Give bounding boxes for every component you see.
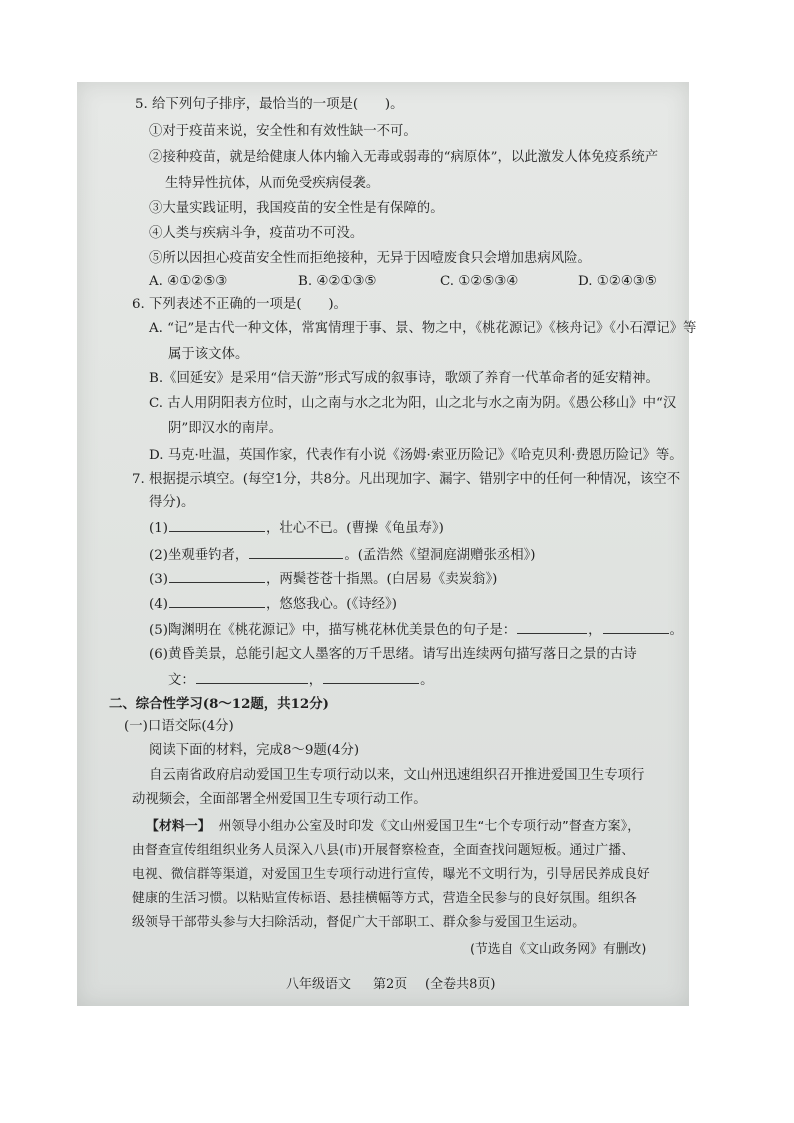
q6-option-c-line1: C. 古人用阴阳表方位时，山之南与水之北为阳，山之北与水之南为阴。《愚公移山》中“汉 xyxy=(149,396,677,411)
q5-sentence-3: ③大量实践证明，我国疫苗的安全性是有保障的。 xyxy=(149,201,444,216)
q7-item-3: (3) ，两鬓苍苍十指黑。(白居易《卖炭翁》) xyxy=(149,572,498,587)
material-1-line1: 【材料一】 州领导小组办公室及时印发《文山州爱国卫生“七个专项行动”督查方案》， xyxy=(146,819,641,834)
material-1-line3: 电视、微信群等渠道，对爱国卫生专项行动进行宣传，曝光不文明行为，引导居民养成良好 xyxy=(132,867,650,882)
q7-item-6-line1: (6)黄昏美景，总能引起文人墨客的万千思绪。请写出连续两句描写落日之景的古诗 xyxy=(149,647,637,662)
answer-blank[interactable] xyxy=(323,671,419,684)
answer-blank[interactable] xyxy=(169,519,265,532)
answer-blank[interactable] xyxy=(517,621,587,634)
subsection-heading: (一)口语交际(4分) xyxy=(124,719,234,734)
q6-option-c-line2: 阴”即汉水的南岸。 xyxy=(168,421,282,436)
q6-stem: 6. 下列表述不正确的一项是( )。 xyxy=(132,297,347,312)
section-heading: 二、综合性学习(8～12题，共12分) xyxy=(109,696,329,712)
q5-stem: 5. 给下列句子排序，最恰当的一项是( )。 xyxy=(135,97,404,112)
answer-blank[interactable] xyxy=(169,570,265,583)
q6-option-b: B.《回延安》是采用“信天游”形式写成的叙事诗，歌颂了养育一代革命者的延安精神。 xyxy=(149,371,659,386)
material-source: (节选自《文山政务网》有删改) xyxy=(470,942,647,957)
intro-paragraph-line2: 动视频会，全面部署全州爱国卫生专项行动工作。 xyxy=(132,792,427,807)
q5-option-c: C. ①②⑤③④ xyxy=(440,274,519,289)
intro-paragraph-line1: 自云南省政府启动爱国卫生专项行动以来，文山州迅速组织召开推进爱国卫生专项行 xyxy=(149,768,645,783)
q5-sentence-2a: ②接种疫苗，就是给健康人体内输入无毒或弱毒的“病原体”，以此激发人体免疫系统产 xyxy=(149,150,659,165)
reading-instruction: 阅读下面的材料，完成8～9题(4分) xyxy=(149,743,360,758)
q7-item-5: (5)陶渊明在《桃花源记》中，描写桃花林优美景色的句子是： ， 。 xyxy=(149,623,683,638)
material-1-line2: 由督查宣传组组织业务人员深入八县(市)开展督察检查，全面查找问题短板。通过广播、 xyxy=(132,843,635,858)
q5-option-a: A. ④①②⑤③ xyxy=(149,274,228,289)
material-1-line5: 级领导干部带头参与大扫除活动，督促广大干部职工、群众参与爱国卫生运动。 xyxy=(132,915,586,930)
q5-option-b: B. ④②①③⑤ xyxy=(298,274,377,289)
q7-stem-line1: 7. 根据提示填空。(每空1分，共8分。凡出现加字、漏字、错别字中的任何一种情况，该空不 xyxy=(132,472,681,487)
q5-sentence-5: ⑤所以因担心疫苗安全性而拒绝接种，无异于因噎废食只会增加患病风险。 xyxy=(149,251,591,266)
q7-stem-line2: 得分)。 xyxy=(149,495,195,510)
q5-option-d: D. ①②④③⑤ xyxy=(578,274,657,289)
q7-item-2: (2)坐观垂钓者， 。(孟浩然《望洞庭湖赠张丞相》) xyxy=(149,548,536,563)
answer-blank[interactable] xyxy=(603,621,669,634)
q6-option-a-line1: A. “记”是古代一种文体，常寓情理于事、景、物之中，《桃花源记》《核舟记》《小石潭记》等 xyxy=(149,321,697,336)
footer-total-pages: (全卷共8页) xyxy=(425,977,496,992)
footer-page-number: 第2页 xyxy=(373,977,408,992)
material-1-line4: 健康的生活习惯。以粘贴宣传标语、悬挂横幅等方式，营造全民参与的良好氛围。组织各 xyxy=(132,891,637,906)
answer-blank[interactable] xyxy=(169,595,265,608)
q5-sentence-2b: 生特异性抗体，从而免受疾病侵袭。 xyxy=(165,176,380,191)
answer-blank[interactable] xyxy=(249,546,343,559)
q6-option-a-line2: 属于该文体。 xyxy=(168,347,249,362)
q7-item-6-line2: 文： ， 。 xyxy=(168,673,434,688)
q5-sentence-1: ①对于疫苗来说，安全性和有效性缺一不可。 xyxy=(149,124,417,139)
answer-blank[interactable] xyxy=(196,671,308,684)
q5-sentence-4: ④人类与疾病斗争，疫苗功不可没。 xyxy=(149,226,364,241)
q7-item-4: (4) ，悠悠我心。(《诗经》) xyxy=(149,597,397,612)
q6-option-d: D. 马克·吐温，英国作家，代表作有小说《汤姆·索亚历险记》《哈克贝利·费恩历险记》等。 xyxy=(149,448,683,463)
footer-subject: 八年级语文 xyxy=(286,977,352,992)
q7-item-1: (1) ，壮心不已。(曹操《龟虽寿》) xyxy=(149,521,444,536)
